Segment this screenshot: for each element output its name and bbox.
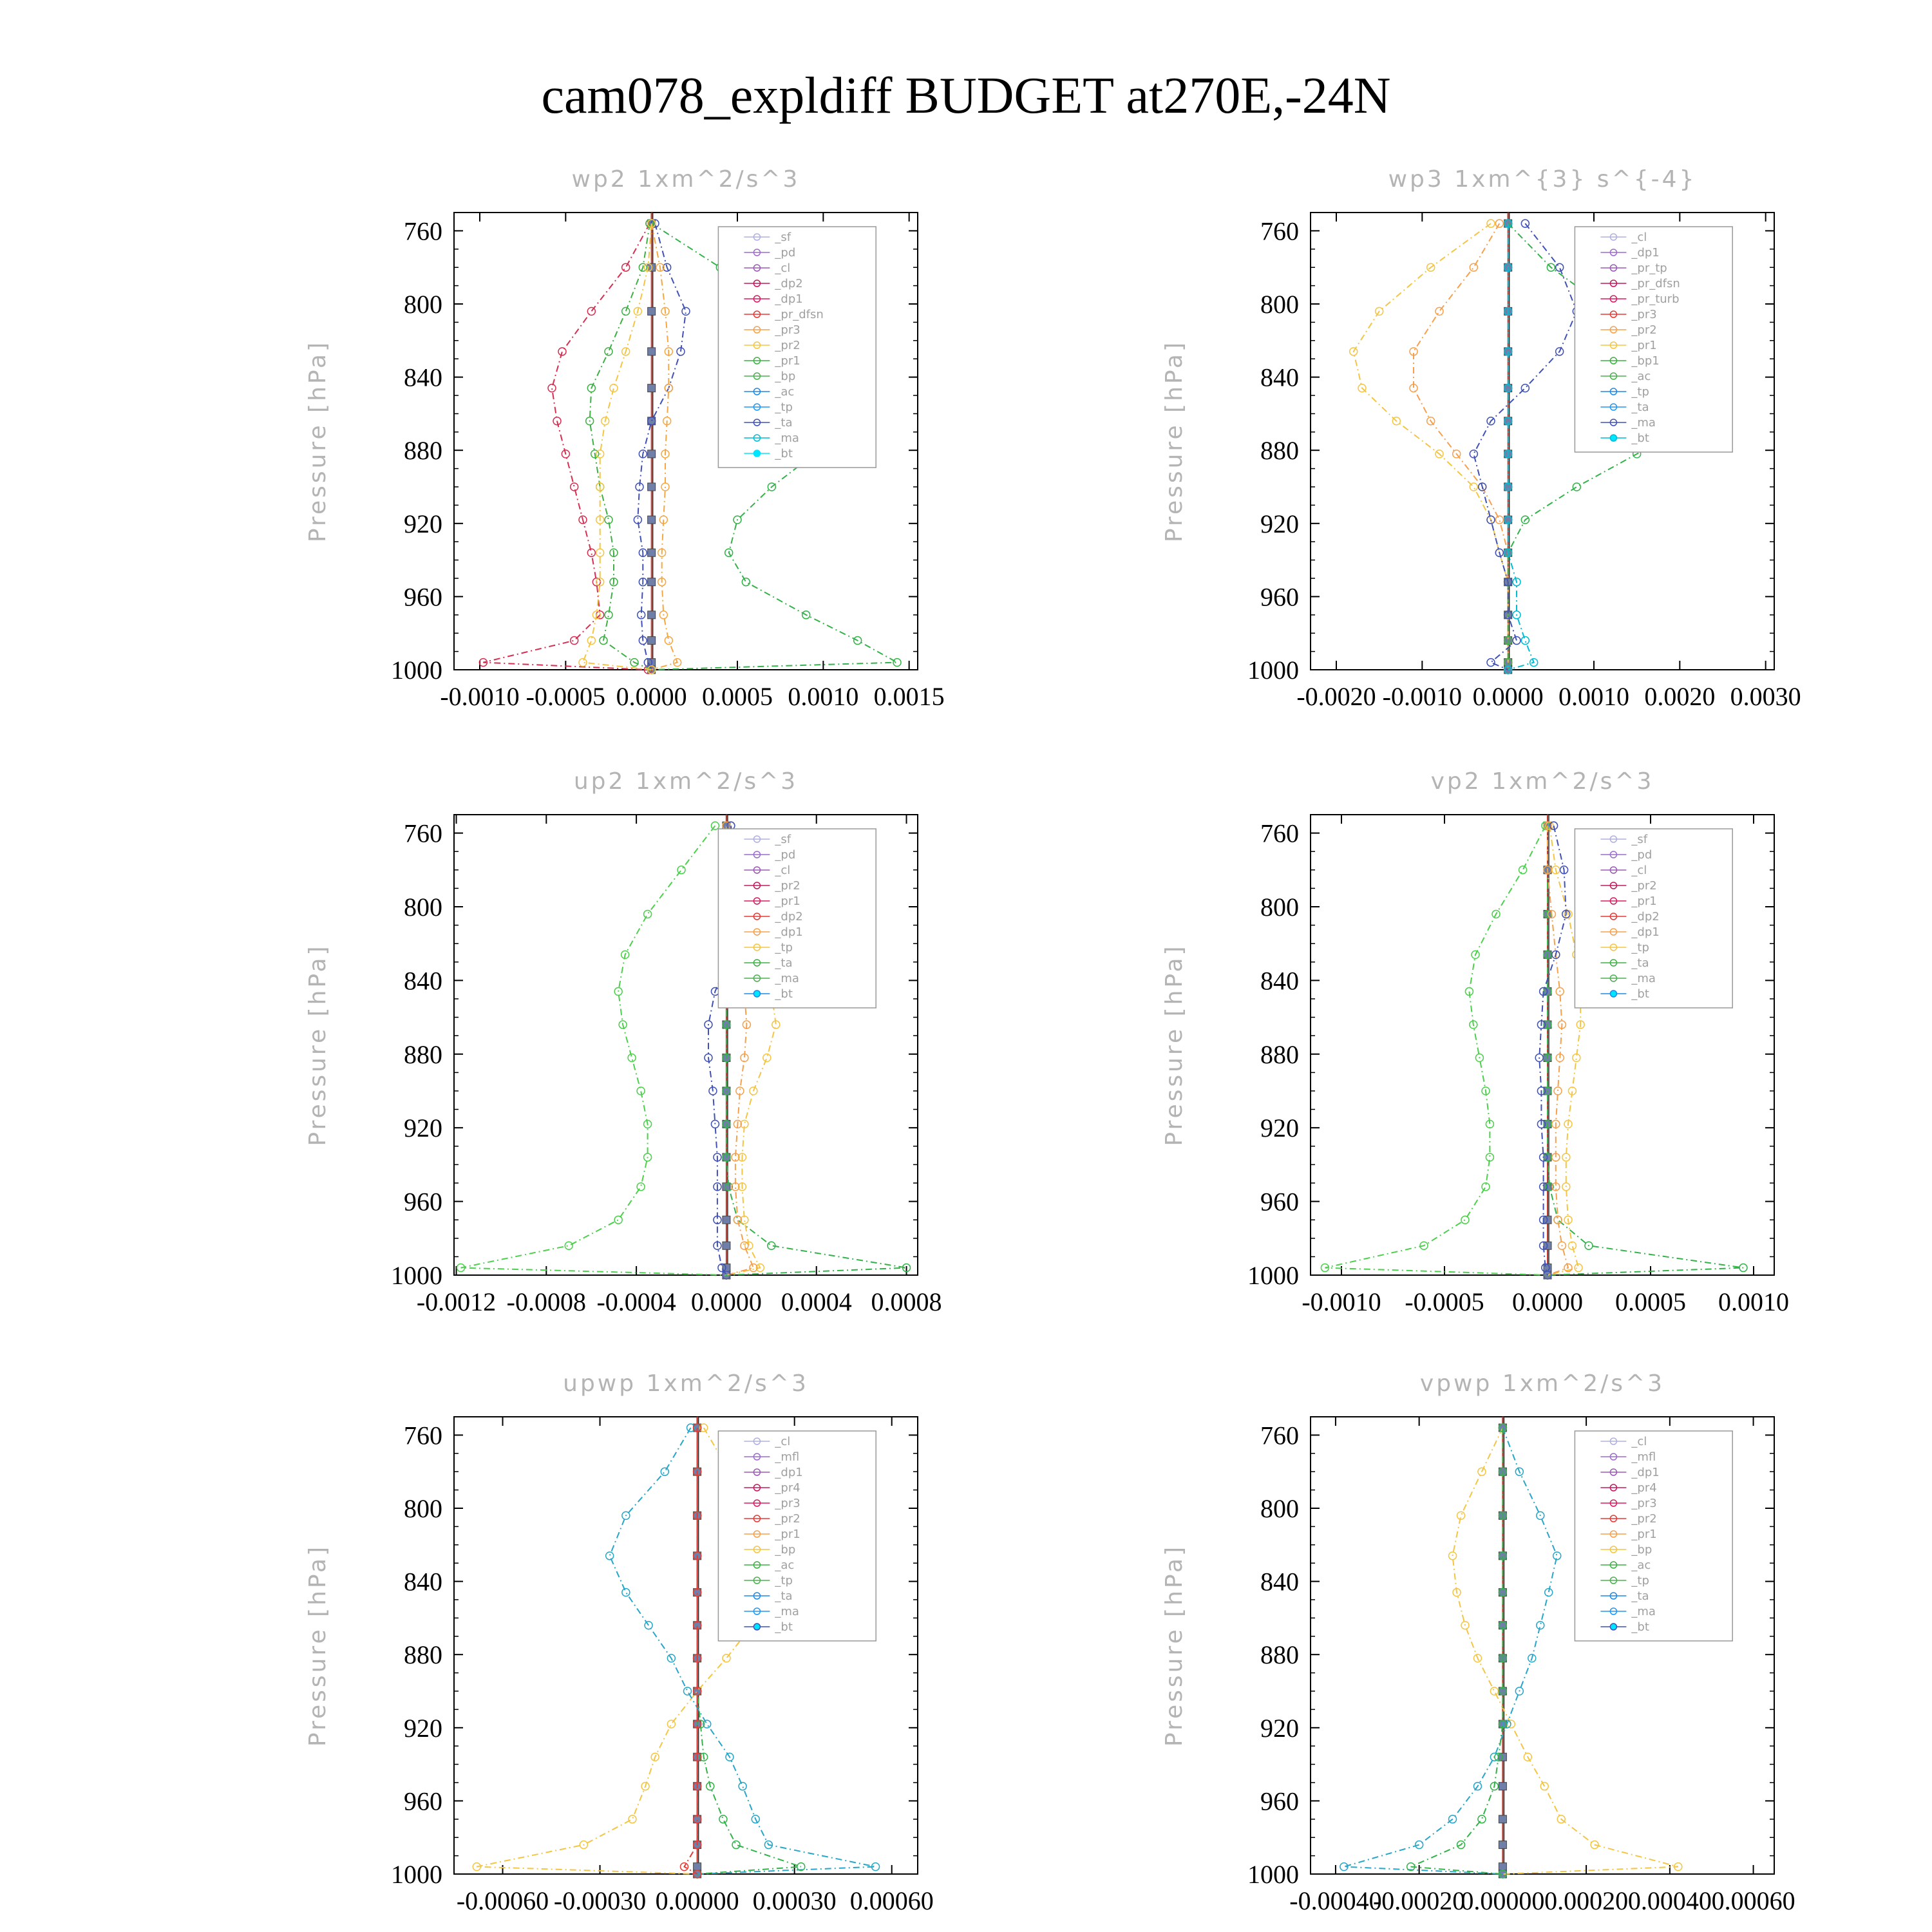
x-tick-label: -0.00030: [553, 1886, 647, 1915]
x-tick-label: -0.0010: [1382, 682, 1462, 711]
panel-title: wp2 1xm^2/s^3: [571, 166, 800, 193]
data-point: [711, 822, 719, 829]
data-point: [763, 1054, 771, 1062]
data-point: [719, 1815, 727, 1823]
series-line: [1344, 1428, 1557, 1874]
y-tick-label: 760: [404, 216, 442, 246]
legend-label: _dp1: [1631, 1466, 1660, 1479]
legend-label: _sf: [775, 231, 791, 244]
data-point: [742, 578, 750, 586]
legend-label: _dp1: [1631, 246, 1660, 260]
data-point: [739, 1783, 746, 1790]
legend-label: _tp: [1631, 1574, 1649, 1587]
legend-label: _mfl: [1631, 1450, 1656, 1464]
data-point: [1470, 483, 1477, 491]
zero-term-marker: [1499, 1815, 1506, 1823]
legend-label: _ma: [775, 972, 799, 985]
y-tick-label: 800: [404, 290, 442, 319]
y-tick-label: 960: [404, 1187, 442, 1217]
data-point: [622, 307, 630, 315]
x-tick-label: 0.0004: [781, 1287, 852, 1316]
y-tick-label: 880: [1260, 1640, 1299, 1670]
panel-title: up2 1xm^2/s^3: [573, 768, 799, 795]
data-point: [571, 637, 578, 645]
legend-label: _pr3: [775, 1497, 800, 1510]
data-point: [1556, 263, 1564, 271]
x-tick-label: 0.00000: [655, 1886, 739, 1915]
data-point: [732, 1841, 740, 1849]
series-line: [1354, 223, 1508, 670]
series-line: [461, 826, 726, 1275]
legend-label: _cl: [1631, 231, 1647, 244]
x-tick-label: 0.0005: [1615, 1287, 1686, 1316]
legend-label: _pr2: [775, 1512, 800, 1526]
zero-term-marker: [648, 483, 656, 491]
legend-label: _mfl: [775, 1450, 800, 1464]
legend-label: _bp: [775, 1543, 796, 1557]
legend-marker: [753, 450, 760, 457]
data-point: [622, 263, 630, 271]
x-tick-label: -0.0012: [416, 1287, 497, 1316]
legend-label: _ac: [775, 385, 795, 399]
legend-label: _sf: [1631, 833, 1648, 846]
legend-label: _pr2: [1631, 879, 1657, 893]
legend-marker: [1610, 435, 1616, 441]
x-tick-label: 0.00060: [849, 1886, 934, 1915]
legend-label: _bt: [1631, 987, 1649, 1001]
data-point: [893, 659, 901, 667]
x-tick-label: -0.0005: [526, 682, 605, 711]
data-point: [1490, 1687, 1498, 1695]
zero-term-marker: [694, 1863, 701, 1871]
legend-label: _dp2: [1631, 910, 1660, 923]
y-tick-label: 760: [1260, 819, 1299, 848]
data-point: [644, 910, 652, 918]
legend-label: _tp: [1631, 941, 1649, 954]
zero-term-marker: [648, 637, 656, 645]
y-tick-label: 800: [404, 1494, 442, 1523]
legend-label: _ma: [1631, 972, 1656, 985]
y-axis-label: Pressure [hPa]: [305, 943, 331, 1146]
data-point: [1521, 384, 1529, 392]
series-line: [1548, 826, 1568, 1275]
legend-label: _ac: [1631, 1558, 1651, 1572]
legend-label: _ac: [1631, 370, 1651, 383]
zero-term-marker: [648, 450, 656, 458]
series-line: [638, 223, 686, 670]
data-point: [587, 307, 595, 315]
x-tick-label: -0.0004: [596, 1287, 676, 1316]
x-tick-label: 0.00020: [1544, 1886, 1629, 1915]
legend-label: _bp: [775, 370, 796, 383]
x-tick-label: -0.00060: [456, 1886, 549, 1915]
y-tick-label: 840: [404, 966, 442, 996]
legend-label: _pr_tp: [1631, 261, 1667, 275]
legend-label: _pr1: [1631, 1528, 1657, 1541]
data-point: [622, 1589, 630, 1596]
zero-term-marker: [648, 549, 656, 556]
y-tick-label: 840: [404, 1567, 442, 1596]
data-point: [1562, 1153, 1570, 1161]
y-tick-label: 960: [1260, 1187, 1299, 1217]
panel-title: vp2 1xm^2/s^3: [1430, 768, 1654, 795]
panel-6: [1161, 1370, 1795, 1915]
y-tick-label: 840: [1260, 363, 1299, 392]
panel-3: [305, 768, 942, 1316]
y-tick-label: 760: [404, 819, 442, 848]
series-line: [1414, 223, 1508, 670]
y-tick-label: 880: [1260, 436, 1299, 466]
legend-label: _bt: [775, 447, 793, 460]
legend-label: _pr3: [1631, 308, 1657, 321]
y-tick-label: 880: [404, 1039, 442, 1069]
data-point: [1435, 307, 1443, 315]
y-tick-label: 840: [1260, 966, 1299, 996]
panel-title: upwp 1xm^2/s^3: [563, 1370, 809, 1397]
legend-label: _pr2: [775, 339, 800, 352]
data-point: [1575, 1264, 1582, 1272]
legend-label: _pr1: [775, 1528, 800, 1541]
legend-label: _bt: [775, 1620, 793, 1634]
figure-title: cam078_expldiff BUDGET at270E,-24N: [541, 68, 1391, 124]
legend-label: _bp: [1631, 1543, 1653, 1557]
legend-label: _pr_dfsn: [1631, 277, 1680, 290]
data-point: [741, 1242, 748, 1249]
x-tick-label: 0.0010: [1558, 682, 1629, 711]
data-point: [558, 348, 566, 355]
y-axis-label: Pressure [hPa]: [305, 339, 331, 543]
legend-label: _ta: [1631, 1589, 1649, 1603]
legend-marker: [753, 1624, 760, 1630]
legend-label: _ac: [775, 1558, 795, 1572]
legend-label: _ta: [775, 416, 793, 430]
y-tick-label: 920: [1260, 1713, 1299, 1743]
legend-label: _cl: [775, 1435, 791, 1448]
legend-label: _pr2: [1631, 1512, 1657, 1526]
data-point: [682, 307, 690, 315]
x-tick-label: 0.00060: [1711, 1886, 1795, 1915]
data-point: [1521, 637, 1529, 645]
data-point: [1513, 637, 1520, 645]
x-tick-label: -0.0005: [1405, 1287, 1484, 1316]
series-line: [685, 1428, 697, 1874]
zero-term-marker: [648, 578, 656, 586]
legend-label: _cl: [1631, 1435, 1647, 1448]
y-axis-label: Pressure [hPa]: [305, 1544, 331, 1747]
legend-label: _cl: [775, 261, 791, 275]
y-tick-label: 800: [1260, 290, 1299, 319]
data-point: [610, 384, 618, 392]
legend-label: _tp: [775, 401, 793, 414]
legend-label: _pr1: [775, 895, 800, 908]
data-point: [587, 549, 595, 556]
zero-term-marker: [648, 307, 656, 315]
legend-label: _bp1: [1631, 354, 1660, 368]
legend-label: _dp1: [775, 925, 803, 939]
zero-term-marker: [648, 384, 656, 392]
series-line: [1325, 826, 1548, 1275]
y-tick-label: 880: [1260, 1039, 1299, 1069]
x-tick-label: -0.0010: [1302, 1287, 1381, 1316]
data-point: [579, 659, 587, 667]
x-tick-label: 0.0020: [1644, 682, 1716, 711]
y-tick-label: 1000: [1247, 656, 1299, 685]
x-tick-label: 0.0015: [873, 682, 945, 711]
legend-label: _dp1: [775, 292, 803, 306]
y-tick-label: 840: [404, 363, 442, 392]
legend-label: _dp2: [775, 277, 803, 290]
y-tick-label: 760: [1260, 216, 1299, 246]
x-tick-label: 0.0000: [616, 682, 687, 711]
x-tick-label: -0.00020: [1372, 1886, 1466, 1915]
x-tick-label: 0.0010: [1718, 1287, 1789, 1316]
legend-label: _dp1: [1631, 925, 1660, 939]
legend-marker: [1610, 990, 1616, 997]
panel-title: wp3 1xm^{3} s^{-4}: [1388, 166, 1697, 193]
series-line: [483, 223, 650, 670]
data-point: [1519, 866, 1527, 874]
x-tick-label: 0.0030: [1730, 682, 1801, 711]
data-point: [684, 1687, 692, 1695]
legend-label: _pr_turb: [1631, 292, 1680, 306]
legend-label: _pr4: [775, 1481, 800, 1495]
data-point: [606, 1552, 614, 1560]
series-line: [1411, 1428, 1503, 1874]
data-point: [677, 866, 685, 874]
x-tick-label: 0.00030: [752, 1886, 837, 1915]
y-tick-label: 880: [404, 436, 442, 466]
zero-term-marker: [648, 611, 656, 619]
y-axis-label: Pressure [hPa]: [1161, 339, 1188, 543]
data-point: [667, 1720, 675, 1728]
data-point: [1495, 516, 1503, 524]
y-tick-label: 1000: [1247, 1860, 1299, 1889]
legend-label: _pr1: [1631, 339, 1657, 352]
legend-label: _pr2: [775, 879, 800, 893]
x-tick-label: -0.0010: [440, 682, 520, 711]
y-tick-label: 800: [1260, 1494, 1299, 1523]
legend-label: _pr_dfsn: [775, 308, 824, 321]
legend-label: _bt: [1631, 1620, 1649, 1634]
panel-5: [305, 1370, 934, 1915]
data-point: [1461, 1216, 1469, 1224]
zero-term-marker: [1499, 1841, 1506, 1849]
data-point: [614, 1216, 622, 1224]
zero-term-marker: [648, 348, 656, 355]
legend-label: _dp1: [775, 1466, 803, 1479]
y-axis-label: Pressure [hPa]: [1161, 943, 1188, 1146]
legend-label: _ta: [775, 956, 793, 970]
y-tick-label: 960: [1260, 1786, 1299, 1816]
legend-label: _tp: [775, 1574, 793, 1587]
x-tick-label: 0.0005: [702, 682, 773, 711]
legend-label: _tp: [1631, 385, 1649, 399]
legend-label: _pr3: [775, 323, 800, 337]
x-tick-label: 0.00040: [1627, 1886, 1712, 1915]
y-tick-label: 880: [404, 1640, 442, 1670]
data-point: [571, 483, 578, 491]
y-axis-label: Pressure [hPa]: [1161, 1544, 1188, 1747]
zero-term-marker: [648, 516, 656, 524]
legend-label: _pr3: [1631, 1497, 1657, 1510]
y-tick-label: 920: [404, 1713, 442, 1743]
y-tick-label: 760: [404, 1421, 442, 1450]
legend-label: _ta: [1631, 401, 1649, 414]
data-point: [565, 1242, 573, 1249]
y-tick-label: 1000: [1247, 1261, 1299, 1290]
legend-label: _bt: [775, 987, 793, 1001]
data-point: [628, 1054, 636, 1062]
y-tick-label: 960: [404, 582, 442, 612]
x-tick-label: 0.0000: [1512, 1287, 1583, 1316]
series-line: [1473, 223, 1577, 670]
x-tick-label: 0.0000: [1472, 682, 1544, 711]
zero-term-marker: [1499, 1863, 1506, 1871]
panel-1: [305, 166, 945, 711]
data-point: [1554, 1087, 1562, 1095]
legend-label: _tp: [775, 941, 793, 954]
x-tick-label: -0.0008: [506, 1287, 586, 1316]
y-tick-label: 960: [1260, 582, 1299, 612]
y-tick-label: 1000: [391, 656, 442, 685]
y-tick-label: 760: [1260, 1421, 1299, 1450]
panel-2: [1161, 166, 1801, 711]
legend-label: _cl: [775, 864, 791, 877]
x-tick-label: -0.00040: [1289, 1886, 1382, 1915]
data-point: [605, 348, 612, 355]
data-point: [661, 1468, 668, 1475]
zero-term-marker: [723, 1242, 730, 1249]
legend-label: _ma: [1631, 416, 1656, 430]
x-tick-label: 0.0008: [871, 1287, 942, 1316]
legend-label: _ta: [1631, 956, 1649, 970]
data-point: [723, 1654, 730, 1662]
data-point: [637, 1183, 645, 1191]
legend-label: _pr2: [1631, 323, 1657, 337]
y-tick-label: 960: [404, 1786, 442, 1816]
data-point: [629, 1815, 636, 1823]
legend-label: _pr1: [1631, 895, 1657, 908]
y-tick-label: 840: [1260, 1567, 1299, 1596]
legend-label: _pd: [1631, 848, 1653, 862]
data-point: [1470, 450, 1477, 458]
legend-label: _cl: [1631, 864, 1647, 877]
x-tick-label: 0.00000: [1461, 1886, 1545, 1915]
y-tick-label: 920: [1260, 1113, 1299, 1143]
legend-label: _pr1: [775, 354, 800, 368]
data-point: [1573, 483, 1580, 491]
x-tick-label: 0.0010: [788, 682, 859, 711]
y-tick-label: 920: [404, 1113, 442, 1143]
y-tick-label: 920: [404, 509, 442, 538]
legend-label: _bt: [1631, 431, 1649, 445]
y-tick-label: 800: [404, 893, 442, 922]
y-tick-label: 1000: [391, 1860, 442, 1889]
data-point: [1487, 659, 1495, 667]
data-point: [1470, 263, 1477, 271]
legend-label: _pd: [775, 246, 796, 260]
legend-label: _pd: [775, 848, 796, 862]
legend-marker: [1610, 1624, 1616, 1630]
x-tick-label: -0.0020: [1296, 682, 1376, 711]
legend-label: _sf: [775, 833, 791, 846]
legend-label: _ma: [1631, 1605, 1656, 1618]
zero-term-marker: [723, 1216, 730, 1224]
series-line: [1508, 223, 1534, 670]
legend-label: _ma: [775, 431, 799, 445]
data-point: [548, 384, 556, 392]
legend-label: _pr4: [1631, 1481, 1657, 1495]
y-tick-label: 920: [1260, 509, 1299, 538]
legend-label: _ta: [775, 1589, 793, 1603]
series-line: [652, 223, 677, 670]
zero-term-marker: [1499, 1783, 1506, 1790]
panel-4: [1161, 768, 1789, 1316]
x-tick-label: 0.0000: [690, 1287, 762, 1316]
panel-title: vpwp 1xm^2/s^3: [1419, 1370, 1665, 1397]
legend-marker: [753, 990, 760, 997]
data-point: [1416, 1841, 1423, 1849]
series-line: [1539, 826, 1566, 1275]
data-point: [1478, 1815, 1486, 1823]
y-tick-label: 1000: [391, 1261, 442, 1290]
y-tick-label: 800: [1260, 893, 1299, 922]
legend-label: _dp2: [775, 910, 803, 923]
legend-label: _ma: [775, 1605, 799, 1618]
